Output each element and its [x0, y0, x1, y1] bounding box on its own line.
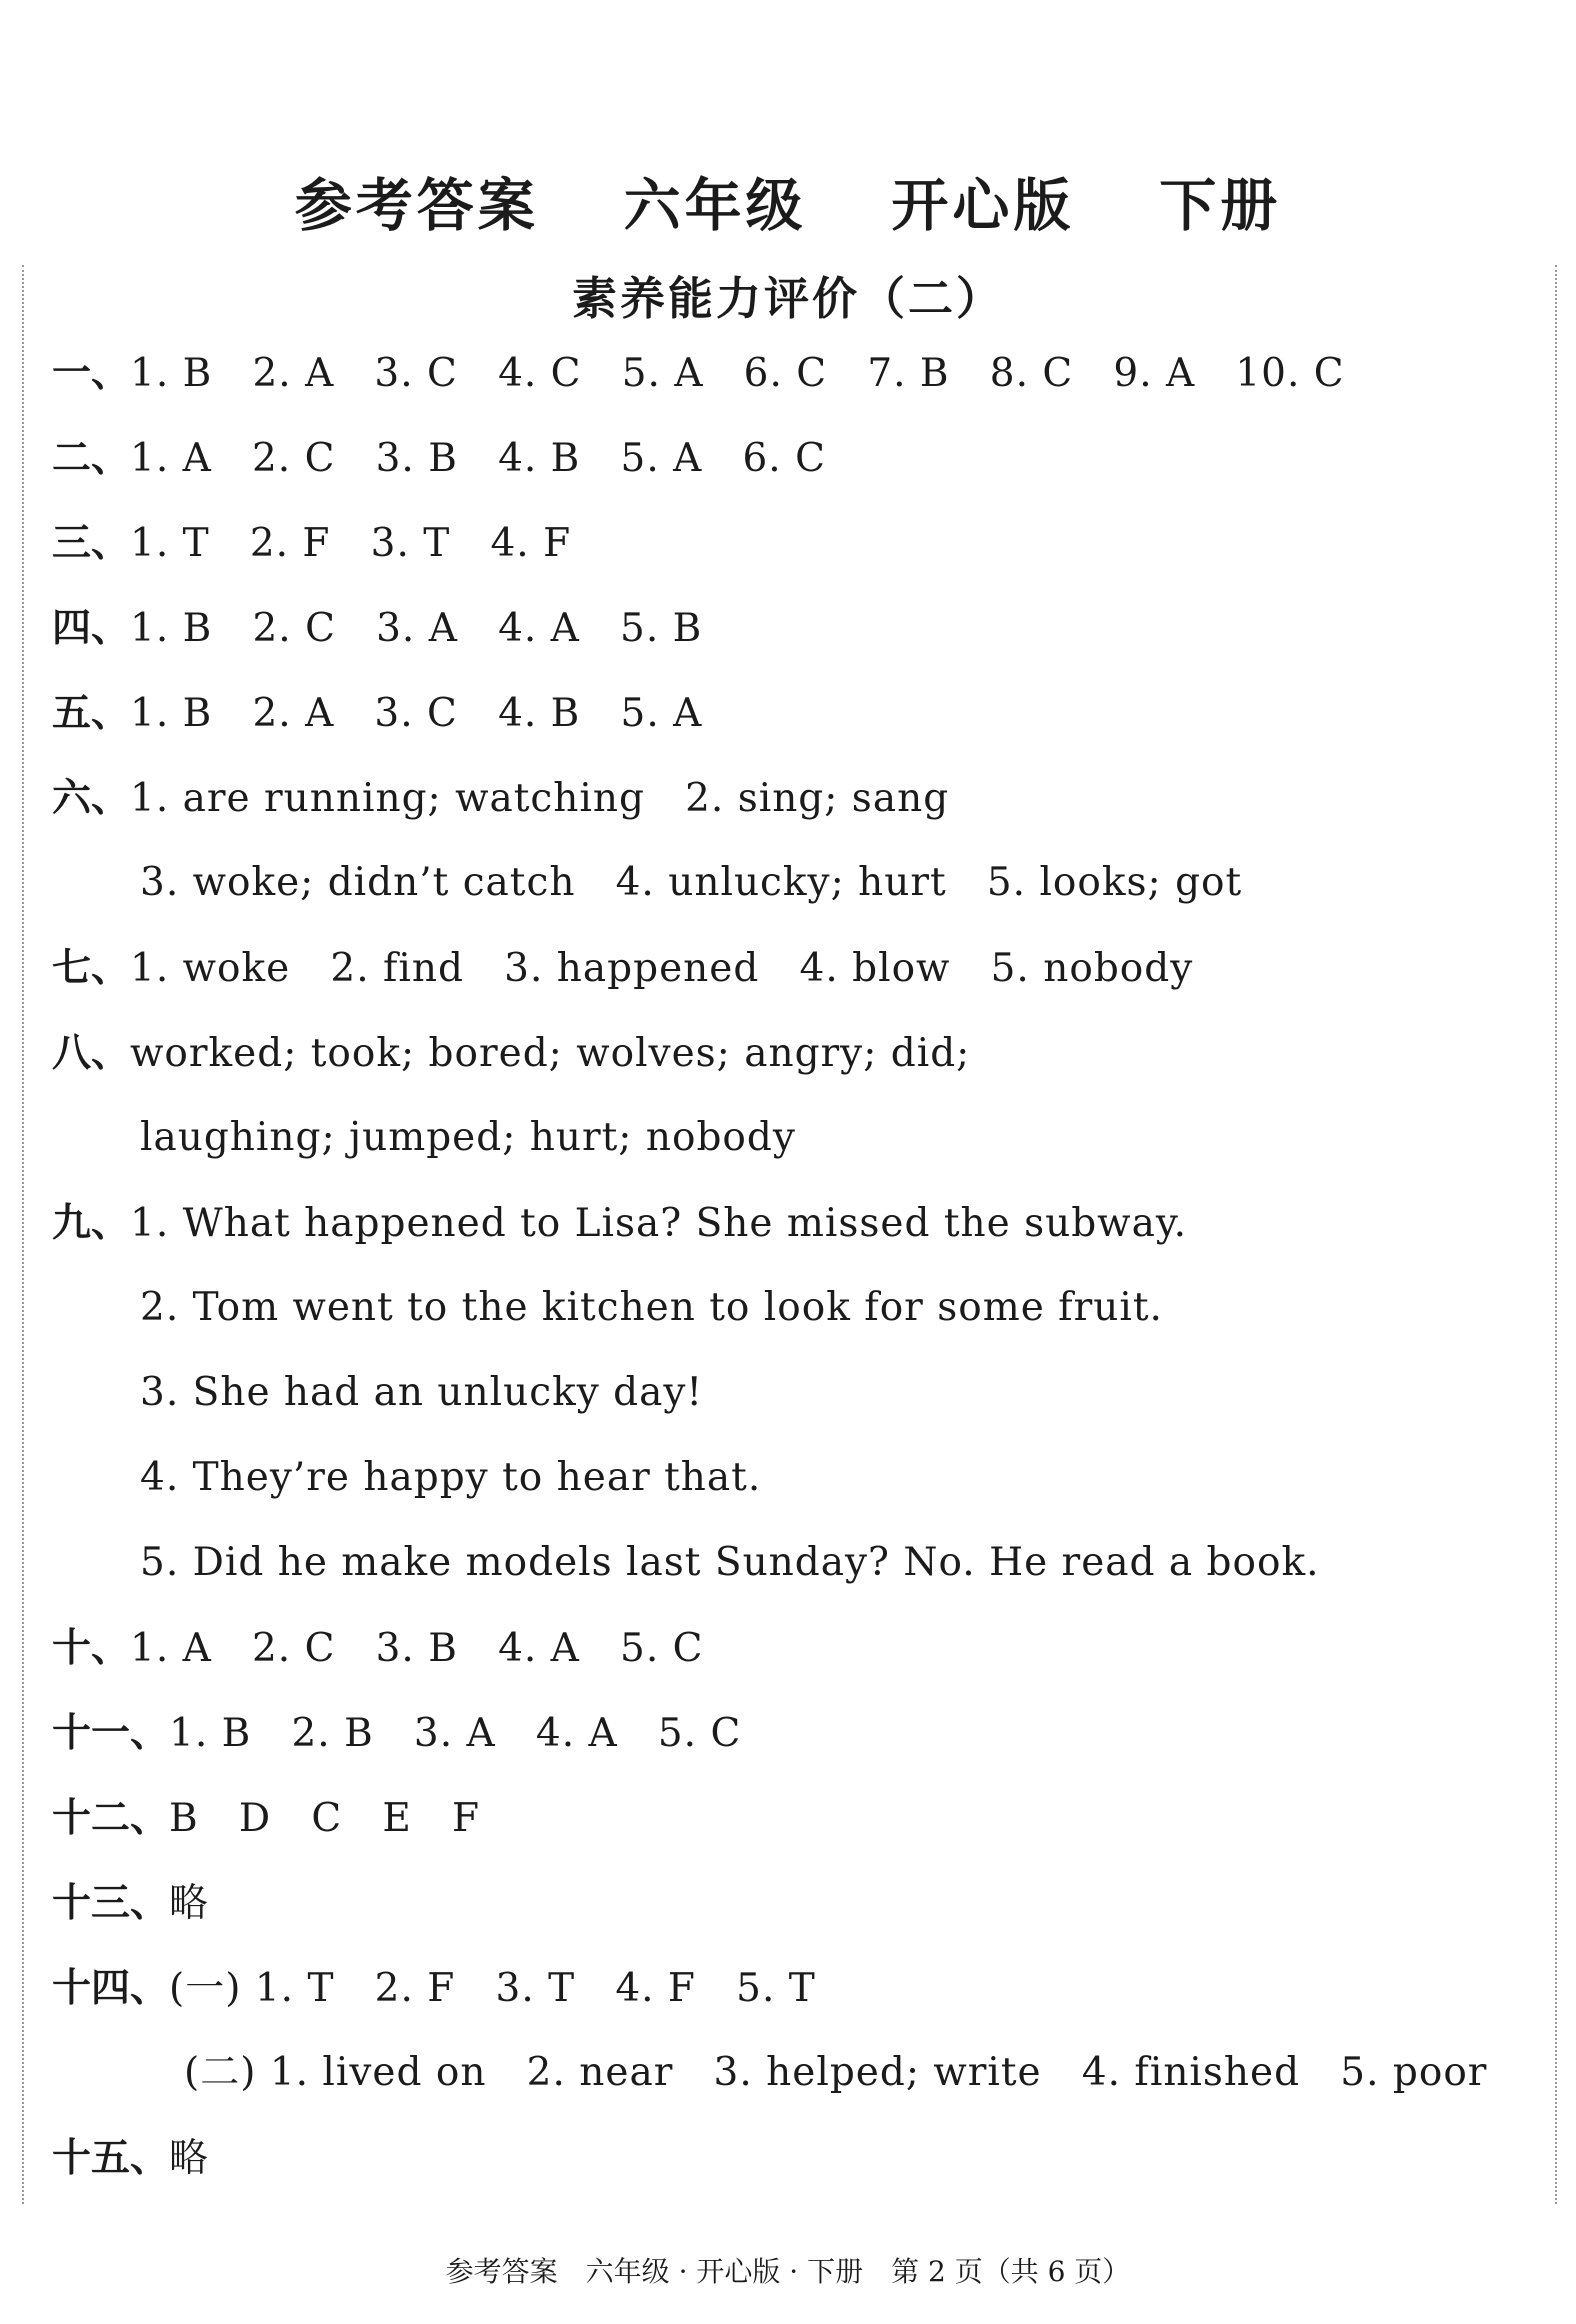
left-dotted-margin [22, 265, 24, 2204]
answer-row-9-item-2 [140, 1284, 1163, 1332]
answer-text: 3. woke; didn’t catch 4. unlucky; hurt 5. looks; got [140, 860, 1243, 905]
answer-row-15 [52, 2134, 209, 2183]
answer-row-10 [52, 1624, 703, 1673]
answer-row-7 [52, 944, 1193, 993]
answer-text: 1. B 2. B 3. A 4. A 5. C [169, 1711, 742, 1756]
question-number: 四、 [52, 605, 131, 651]
answer-row-12 [52, 1794, 480, 1843]
answer-text: 1. B 2. C 3. A 4. A 5. B [130, 606, 703, 651]
answer-text: worked; took; bored; wolves; angry; did; [130, 1031, 971, 1076]
question-number: 八、 [52, 1030, 131, 1076]
answer-text: 2. Tom went to the kitchen to look for some fruit. [140, 1285, 1163, 1330]
answer-text: (一) 1. T 2. F 3. T 4. F 5. T [169, 1966, 816, 2011]
answer-text: 5. Did he make models last Sunday? No. He read a book. [140, 1540, 1320, 1585]
answer-row-1 [52, 349, 1345, 398]
question-number: 十五、 [52, 2135, 170, 2181]
answer-row-5 [52, 689, 702, 738]
right-dotted-margin [1555, 265, 1557, 2204]
answer-row-8-continued [140, 1114, 796, 1162]
question-number: 十三、 [52, 1880, 170, 1926]
answer-text: 3. She had an unlucky day! [140, 1370, 704, 1415]
answer-row-2 [52, 434, 826, 483]
question-number: 二、 [52, 435, 131, 481]
question-number: 五、 [52, 690, 131, 736]
answer-row-9-item-3 [140, 1369, 703, 1417]
question-number: 一、 [52, 350, 131, 396]
question-number: 十、 [52, 1625, 131, 1671]
answer-text: 1. A 2. C 3. B 4. A 5. C [130, 1626, 704, 1671]
question-number: 十二、 [52, 1795, 170, 1841]
answer-text: 1. A 2. C 3. B 4. B 5. A 6. C [130, 436, 826, 481]
answer-row-14 [52, 1964, 816, 2013]
answer-text: 1. What happened to Lisa? She missed the subway. [130, 1201, 1188, 1246]
question-number: 六、 [52, 775, 131, 821]
answer-row-14-part-2 [184, 2049, 1487, 2097]
answer-row-13 [52, 1879, 209, 1928]
question-number: 十一、 [52, 1710, 170, 1756]
answer-text: 略 [169, 2136, 210, 2181]
answer-text: B D C E F [169, 1796, 481, 1841]
page-footer: 参考答案 六年级 · 开心版 · 下册 第 2 页（共 6 页） [445, 2255, 1131, 2288]
answer-text: 1. B 2. A 3. C 4. B 5. A [130, 691, 703, 736]
answer-row-11 [52, 1709, 741, 1758]
question-number: 十四、 [52, 1965, 170, 2011]
question-number: 三、 [52, 520, 131, 566]
answer-text: 1. woke 2. find 3. happened 4. blow 5. nobody [130, 946, 1194, 991]
answer-row-3 [52, 519, 571, 568]
answer-row-9 [52, 1199, 1187, 1248]
answer-text: 1. are running; watching 2. sing; sang [130, 776, 950, 821]
answer-row-9-item-4 [140, 1454, 761, 1502]
question-number: 九、 [52, 1200, 131, 1246]
question-number: 七、 [52, 945, 131, 991]
answer-text: 1. B 2. A 3. C 4. C 5. A 6. C 7. B 8. C 9. A 10. C [130, 351, 1345, 396]
answer-row-6-continued [140, 859, 1242, 907]
answer-row-6 [52, 774, 949, 823]
answer-text: 略 [169, 1881, 210, 1926]
page-title: 参考答案 六年级 开心版 下册 [294, 172, 1282, 239]
answer-row-8 [52, 1029, 970, 1078]
section-subtitle: 素养能力评价（二） [571, 272, 1004, 325]
answer-row-4 [52, 604, 702, 653]
answer-text: 4. They’re happy to hear that. [140, 1455, 762, 1500]
answer-text: 1. T 2. F 3. T 4. F [130, 521, 572, 566]
answer-row-9-item-5 [140, 1539, 1320, 1587]
answer-text: laughing; jumped; hurt; nobody [140, 1115, 796, 1160]
answer-text: (二) 1. lived on 2. near 3. helped; write 4. finished 5. poor [184, 2050, 1488, 2095]
